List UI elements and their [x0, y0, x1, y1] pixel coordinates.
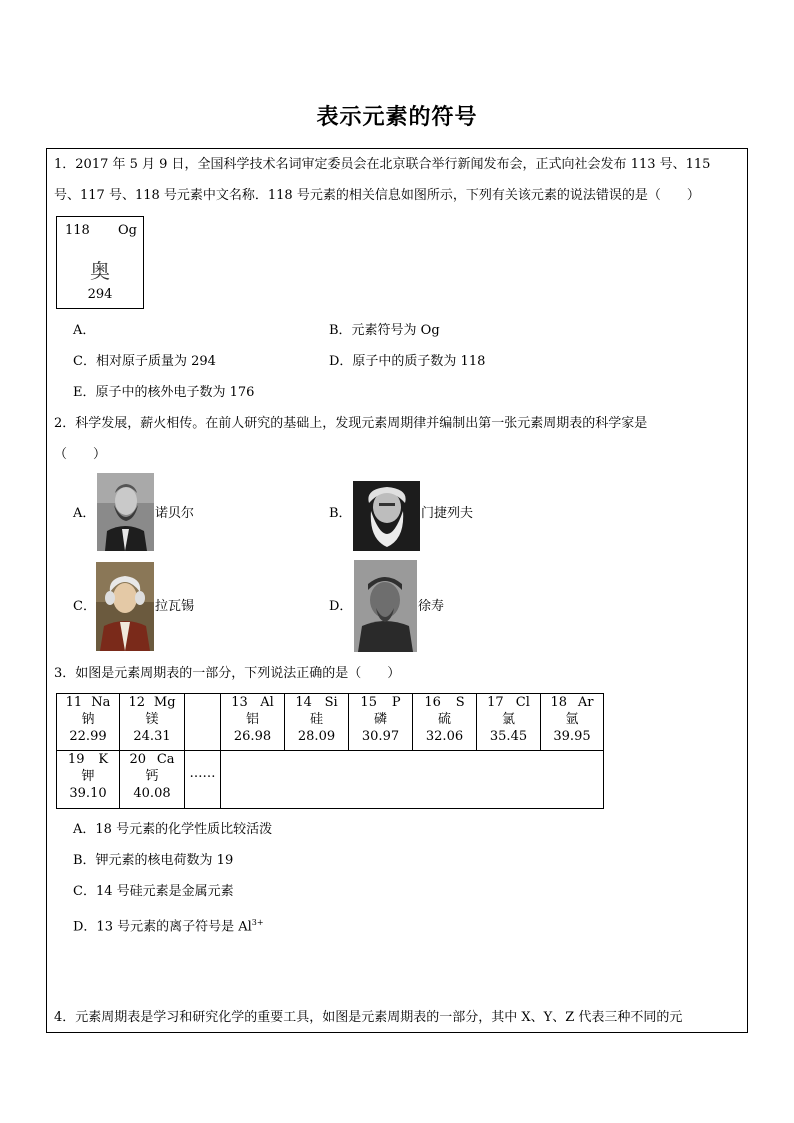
- element-name: 钙: [145, 769, 159, 784]
- nobel-portrait-image: [97, 473, 154, 551]
- q3-option-c[interactable]: C．14 号硅元素是金属元素: [73, 884, 234, 899]
- element-name: 硅: [309, 712, 323, 727]
- q2-option-c-name[interactable]: 拉瓦锡: [155, 599, 195, 614]
- element-card-symbol: Og: [118, 223, 137, 238]
- element-symbol: K: [98, 752, 109, 767]
- element-card-name: 奥: [90, 259, 110, 283]
- q3-option-d-text: D．13 号元素的离子符号是 Al: [73, 919, 252, 935]
- element-number: 16: [424, 695, 441, 710]
- q2-option-a-name[interactable]: 诺贝尔: [155, 506, 195, 521]
- element-cell-na: [57, 694, 120, 751]
- element-cell-cl: [477, 694, 541, 751]
- element-mass: 39.95: [553, 729, 591, 744]
- element-name: 钠: [81, 712, 95, 727]
- element-cell-ar: [541, 694, 604, 751]
- element-symbol: Ar: [577, 695, 594, 710]
- element-number: 19: [67, 752, 85, 767]
- element-symbol: Ca: [156, 752, 175, 767]
- element-symbol: P: [391, 695, 401, 710]
- element-cell-mg: [120, 694, 185, 751]
- q2-stem-line2: （ ）: [54, 447, 107, 462]
- element-symbol: S: [455, 695, 465, 710]
- element-number: 14: [295, 695, 312, 710]
- q2-option-a-letter[interactable]: A．: [73, 506, 96, 521]
- empty-cell: [221, 751, 604, 809]
- element-mass: 30.97: [361, 729, 400, 744]
- q2-option-d-letter[interactable]: D．: [329, 599, 353, 614]
- element-card-mass: 294: [87, 287, 113, 302]
- q1-option-e[interactable]: E．原子中的核外电子数为 176: [73, 385, 255, 400]
- mendeleev-portrait-image: [353, 481, 420, 551]
- q2-option-b-letter[interactable]: B．: [329, 506, 352, 521]
- element-name: 镁: [145, 712, 159, 727]
- q3-option-d[interactable]: [73, 915, 264, 935]
- ion-charge-superscript: 3+: [251, 918, 264, 927]
- xu-shou-portrait-image: [354, 560, 417, 652]
- element-name: 氯: [501, 712, 515, 727]
- element-symbol: Mg: [153, 695, 176, 710]
- element-mass: 40.08: [133, 786, 171, 801]
- element-card-number: 118: [65, 223, 90, 238]
- element-mass: 24.31: [133, 729, 171, 744]
- q2-stem-line1: 2．科学发展，薪火相传。在前人研究的基础上，发现元素周期律并编制出第一张元素周期表的科学家是: [54, 416, 648, 431]
- q1-option-b[interactable]: B．元素符号为 Og: [329, 323, 440, 338]
- element-card-og: [56, 216, 144, 309]
- element-mass: 28.09: [297, 729, 336, 744]
- element-number: 17: [487, 695, 504, 710]
- periodic-table-excerpt: [56, 693, 604, 809]
- q1-stem-line1: 1．2017 年 5 月 9 日，全国科学技术名词审定委员会在北京联合举行新闻发布会，正式向社会发布 113 号、115: [54, 157, 711, 172]
- q3-stem: 3．如图是元素周期表的一部分，下列说法正确的是（ ）: [54, 666, 401, 681]
- element-number: 18: [550, 695, 567, 710]
- element-cell-k: [57, 751, 120, 809]
- element-symbol: Al: [260, 695, 274, 710]
- element-number: 12: [128, 695, 145, 710]
- element-number: 13: [231, 695, 248, 710]
- element-symbol: Na: [91, 695, 111, 710]
- element-name: 钾: [81, 769, 95, 784]
- q2-option-d-name[interactable]: 徐寿: [418, 599, 445, 614]
- element-mass: 39.10: [69, 786, 107, 801]
- q3-option-b[interactable]: B．钾元素的核电荷数为 19: [73, 853, 234, 868]
- q4-stem-line1: 4．元素周期表是学习和研究化学的重要工具，如图是元素周期表的一部分，其中 X、Y、Z 代表三种不同的元: [54, 1010, 683, 1025]
- ellipsis-cell: [185, 751, 221, 809]
- q1-option-a[interactable]: A．: [73, 323, 96, 338]
- element-cell-ca: [120, 751, 185, 809]
- empty-cell: [185, 694, 221, 751]
- element-name: 磷: [373, 712, 387, 727]
- q1-stem-line2: 号、117 号、118 号元素中文名称．118 号元素的相关信息如图所示，下列有关该元素的说法错误的是（ ）: [54, 188, 700, 203]
- element-name: 铝: [245, 712, 259, 727]
- element-mass: 22.99: [69, 729, 107, 744]
- element-cell-si: [285, 694, 349, 751]
- element-mass: 35.45: [489, 729, 528, 744]
- element-name: 氩: [565, 712, 579, 727]
- element-number: 15: [360, 695, 377, 710]
- element-symbol: Si: [324, 695, 338, 710]
- element-number: 11: [65, 695, 83, 710]
- lavoisier-portrait-image: [96, 562, 154, 651]
- q1-option-c[interactable]: C．相对原子质量为 294: [73, 354, 216, 369]
- ellipsis-text: ……: [189, 766, 216, 781]
- q3-option-a[interactable]: A．18 号元素的化学性质比较活泼: [73, 822, 273, 837]
- element-name: 硫: [437, 712, 451, 727]
- element-mass: 26.98: [233, 729, 272, 744]
- element-cell-p: [349, 694, 413, 751]
- element-number: 20: [129, 752, 146, 767]
- element-symbol: Cl: [515, 695, 530, 710]
- page-title: 表示元素的符号: [316, 104, 478, 130]
- element-mass: 32.06: [425, 729, 464, 744]
- q1-option-d[interactable]: D．原子中的质子数为 118: [329, 354, 486, 369]
- element-cell-s: [413, 694, 477, 751]
- q2-option-c-letter[interactable]: C．: [73, 599, 96, 614]
- element-cell-al: [221, 694, 285, 751]
- q2-option-b-name[interactable]: 门捷列夫: [421, 506, 474, 521]
